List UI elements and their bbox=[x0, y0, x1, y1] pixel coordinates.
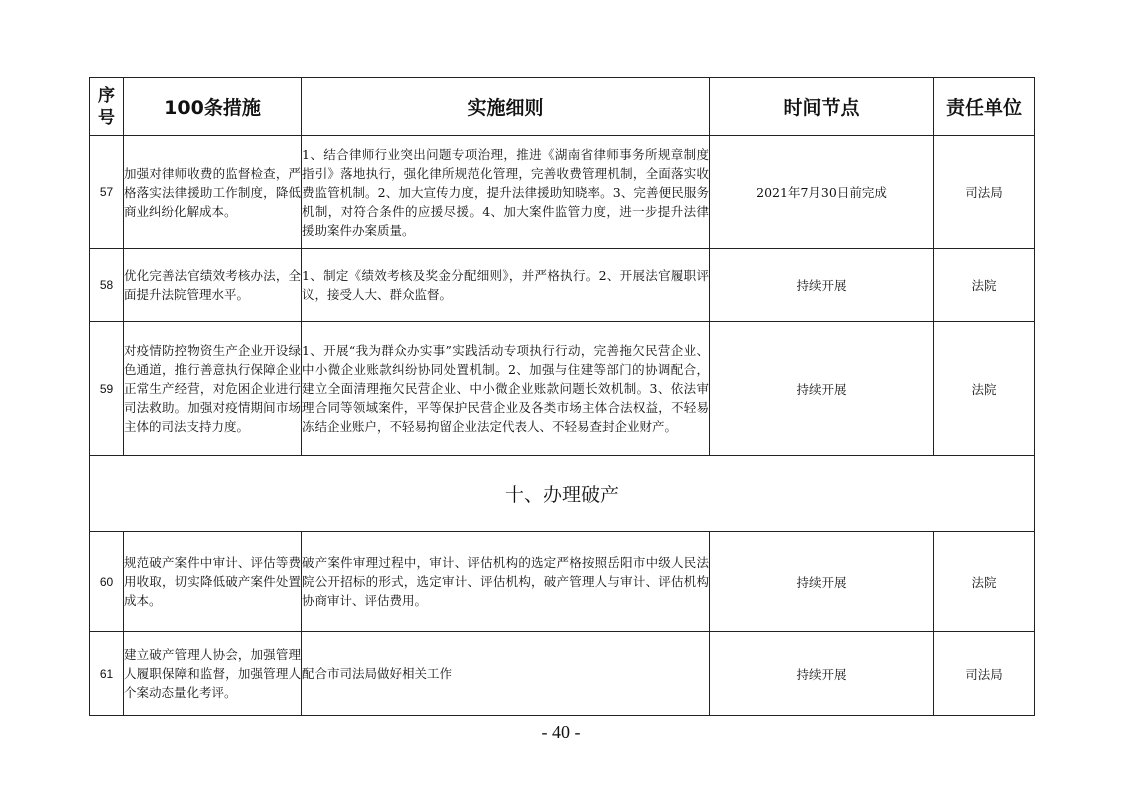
header-time: 时间节点 bbox=[710, 78, 934, 136]
row-measure: 对疫情防控物资生产企业开设绿色通道，推行善意执行保障企业正常生产经营，对危困企业进行司法救助。加强对疫情期间市场主体的司法支持力度。 bbox=[124, 322, 302, 456]
row-detail: 破产案件审理过程中，审计、评估机构的选定严格按照岳阳市中级人民法院公开招标的形式，选定审计、评估机构，破产管理人与审计、评估机构协商审计、评估费用。 bbox=[302, 532, 710, 632]
row-time: 持续开展 bbox=[710, 322, 934, 456]
row-number: 59 bbox=[90, 322, 124, 456]
row-detail: 1、开展“我为群众办实事”实践活动专项执行行动，完善拖欠民营企业、中小微企业账款纠纷协同处置机制。2、加强与住建等部门的协调配合，建立全面清理拖欠民营企业、中小微企业账款问题长效机制。3、依法审理合同等领域案件，平等保护民营企业及各类市场主体合法权益，不轻易冻结企业账户，不轻易拘留企业法定代表人、不轻易查封企业财产。 bbox=[302, 322, 710, 456]
header-unit: 责任单位 bbox=[934, 78, 1035, 136]
row-unit: 法院 bbox=[934, 532, 1035, 632]
row-unit: 法院 bbox=[934, 249, 1035, 322]
row-measure: 优化完善法官绩效考核办法，全面提升法院管理水平。 bbox=[124, 249, 302, 322]
row-measure: 规范破产案件中审计、评估等费用收取，切实降低破产案件处置成本。 bbox=[124, 532, 302, 632]
row-unit: 司法局 bbox=[934, 136, 1035, 249]
header-seq: 序 号 bbox=[90, 78, 124, 136]
row-number: 61 bbox=[90, 632, 124, 716]
row-number: 60 bbox=[90, 532, 124, 632]
table-row bbox=[90, 136, 1035, 249]
row-time: 持续开展 bbox=[710, 632, 934, 716]
row-detail: 配合市司法局做好相关工作 bbox=[302, 632, 710, 716]
table-row bbox=[90, 322, 1035, 456]
section-row bbox=[90, 456, 1035, 532]
row-unit: 法院 bbox=[934, 322, 1035, 456]
row-time: 持续开展 bbox=[710, 532, 934, 632]
row-number: 57 bbox=[90, 136, 124, 249]
header-measure: 100条措施 bbox=[124, 78, 302, 136]
row-measure: 加强对律师收费的监督检查，严格落实法律援助工作制度，降低商业纠纷化解成本。 bbox=[124, 136, 302, 249]
row-detail: 1、制定《绩效考核及奖金分配细则》，并严格执行。2、开展法官履职评议，接受人大、群众监督。 bbox=[302, 249, 710, 322]
row-unit: 司法局 bbox=[934, 632, 1035, 716]
page-number: - 40 - bbox=[541, 722, 581, 742]
row-time: 2021年7月30日前完成 bbox=[710, 136, 934, 249]
table-row bbox=[90, 532, 1035, 632]
row-time: 持续开展 bbox=[710, 249, 934, 322]
row-detail: 1、结合律师行业突出问题专项治理，推进《湖南省律师事务所规章制度指引》落地执行，强化律所规范化管理，完善收费管理机制，全面落实收费监管机制。2、加大宣传力度，提升法律援助知晓率。3、完善便民服务机制，对符合条件的应援尽援。4、加大案件监管力度，进一步提升法律援助案件办案质量。 bbox=[302, 136, 710, 249]
measures-table bbox=[89, 77, 1035, 716]
table-header-row bbox=[90, 78, 1035, 136]
header-detail: 实施细则 bbox=[302, 78, 710, 136]
row-measure: 建立破产管理人协会，加强管理人履职保障和监督，加强管理人个案动态量化考评。 bbox=[124, 632, 302, 716]
table-row bbox=[90, 632, 1035, 716]
section-title: 十、办理破产 bbox=[90, 456, 1035, 532]
row-number: 58 bbox=[90, 249, 124, 322]
table-row bbox=[90, 249, 1035, 322]
